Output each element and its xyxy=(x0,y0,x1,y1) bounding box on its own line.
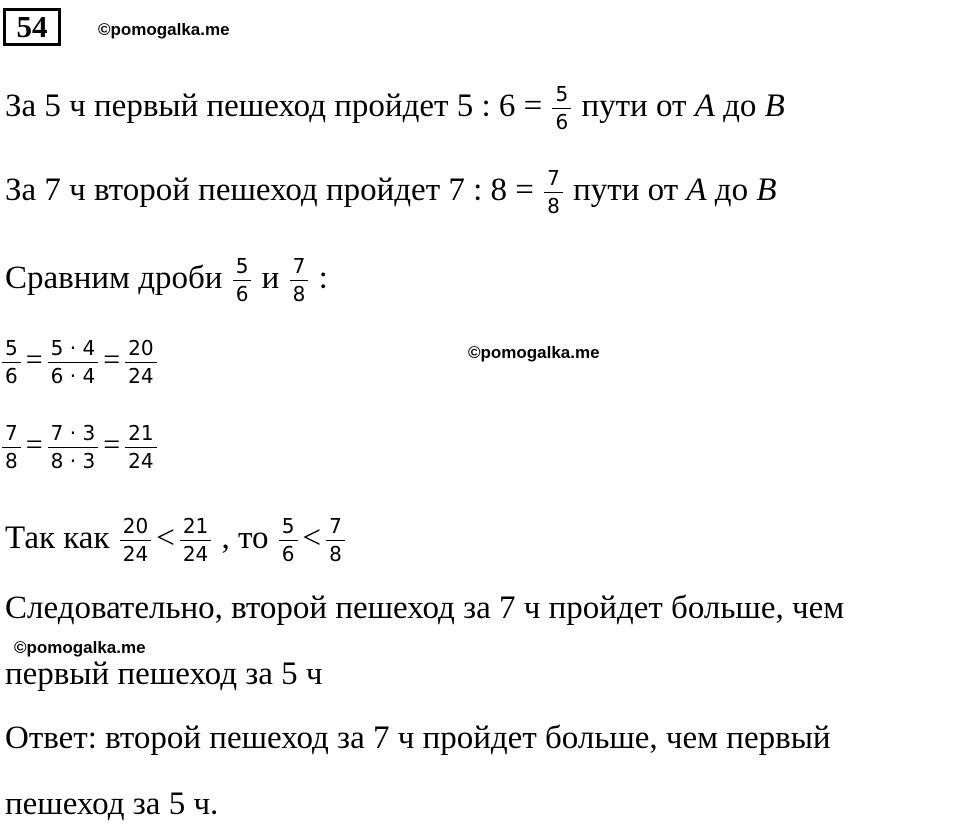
line1-after: пути от xyxy=(581,88,687,125)
fraction-denominator: 24 xyxy=(182,542,209,566)
watermark-top: ©pomogalka.me xyxy=(98,20,230,39)
fraction-numerator: 5 xyxy=(233,254,252,281)
equals-sign: = xyxy=(103,343,121,377)
fraction-7-8 xyxy=(544,166,563,219)
fraction-numerator: 5 xyxy=(2,336,21,363)
less-than-sign: < xyxy=(302,520,322,557)
line-compare xyxy=(5,254,328,307)
fraction-denominator: 8 xyxy=(292,282,306,306)
fraction-numerator: 5 xyxy=(552,82,571,109)
point-b: B xyxy=(764,88,785,125)
fraction-numerator: 7 xyxy=(290,254,309,281)
line-second-pedestrian xyxy=(5,166,777,219)
fraction-5-6 xyxy=(279,514,298,567)
fraction-numerator: 21 xyxy=(180,514,211,541)
fraction-numerator: 7 · 3 xyxy=(48,421,99,448)
fraction-21-24 xyxy=(180,514,211,567)
watermark-middle: ©pomogalka.me xyxy=(468,343,600,362)
fraction-denominator: 6 xyxy=(235,282,249,306)
line4-mid: , то xyxy=(221,520,269,557)
fraction-expanded xyxy=(48,336,99,389)
fraction-20-24 xyxy=(120,514,151,567)
point-b: B xyxy=(756,172,777,209)
equals-sign: = xyxy=(25,343,43,377)
fraction-numerator: 7 xyxy=(2,421,21,448)
fraction-denominator: 8 xyxy=(547,194,560,218)
fraction-numerator: 7 xyxy=(544,166,563,193)
line3-and: и xyxy=(261,260,280,297)
line3-colon: : xyxy=(318,260,328,297)
fraction-5-6 xyxy=(552,82,571,135)
fraction-numerator: 20 xyxy=(120,514,151,541)
fraction-denominator: 24 xyxy=(128,364,154,388)
fraction-denominator: 6 xyxy=(5,364,18,388)
fraction-denominator: 8 xyxy=(5,449,18,473)
equals-sign: = xyxy=(103,428,121,462)
conclusion-line-2: первый пешеход за 5 ч xyxy=(5,656,323,692)
point-a: A xyxy=(694,88,715,125)
equation-7-8 xyxy=(0,421,159,474)
line1-to: до xyxy=(723,88,757,125)
fraction-numerator: 5 · 4 xyxy=(48,336,99,363)
fraction-denominator: 8 · 3 xyxy=(50,449,96,473)
fraction-numerator: 7 xyxy=(326,514,345,541)
fraction-denominator: 24 xyxy=(128,449,154,473)
line2-text: За 7 ч второй пешеход пройдет 7 : 8 = xyxy=(5,172,534,209)
line2-to: до xyxy=(714,172,749,209)
answer-line-2: пешеход за 5 ч. xyxy=(5,786,219,822)
watermark-lower: ©pomogalka.me xyxy=(14,638,146,657)
less-than-sign: < xyxy=(156,520,175,557)
point-a: A xyxy=(686,172,707,209)
line3-text: Сравним дроби xyxy=(5,260,223,297)
fraction-21-24 xyxy=(125,421,156,474)
fraction-denominator: 8 xyxy=(329,542,342,566)
fraction-denominator: 6 xyxy=(555,110,569,134)
fraction-7-8 xyxy=(290,254,309,307)
line-first-pedestrian xyxy=(5,82,785,135)
fraction-7-8 xyxy=(326,514,345,567)
equation-5-6 xyxy=(0,336,159,389)
fraction-denominator: 6 xyxy=(281,542,295,566)
line1-text: За 5 ч первый пешеход пройдет 5 : 6 = xyxy=(5,88,543,125)
answer-line-1: Ответ: второй пешеход за 7 ч пройдет больше, чем первый xyxy=(5,720,831,756)
equals-sign: = xyxy=(25,428,43,462)
fraction-denominator: 24 xyxy=(122,542,149,566)
conclusion-line-1: Следовательно, второй пешеход за 7 ч пройдет больше, чем xyxy=(5,590,845,626)
line2-after: пути от xyxy=(573,172,679,209)
line4-text: Так как xyxy=(5,520,110,557)
fraction-7-8 xyxy=(2,421,21,474)
line-since xyxy=(5,514,347,567)
fraction-5-6 xyxy=(2,336,21,389)
fraction-expanded xyxy=(48,421,99,474)
fraction-numerator: 5 xyxy=(279,514,298,541)
fraction-5-6 xyxy=(233,254,252,307)
fraction-denominator: 6 · 4 xyxy=(50,364,96,388)
fraction-numerator: 20 xyxy=(125,336,156,363)
fraction-20-24 xyxy=(125,336,156,389)
task-number-badge: 54 xyxy=(3,8,61,46)
fraction-numerator: 21 xyxy=(125,421,156,448)
